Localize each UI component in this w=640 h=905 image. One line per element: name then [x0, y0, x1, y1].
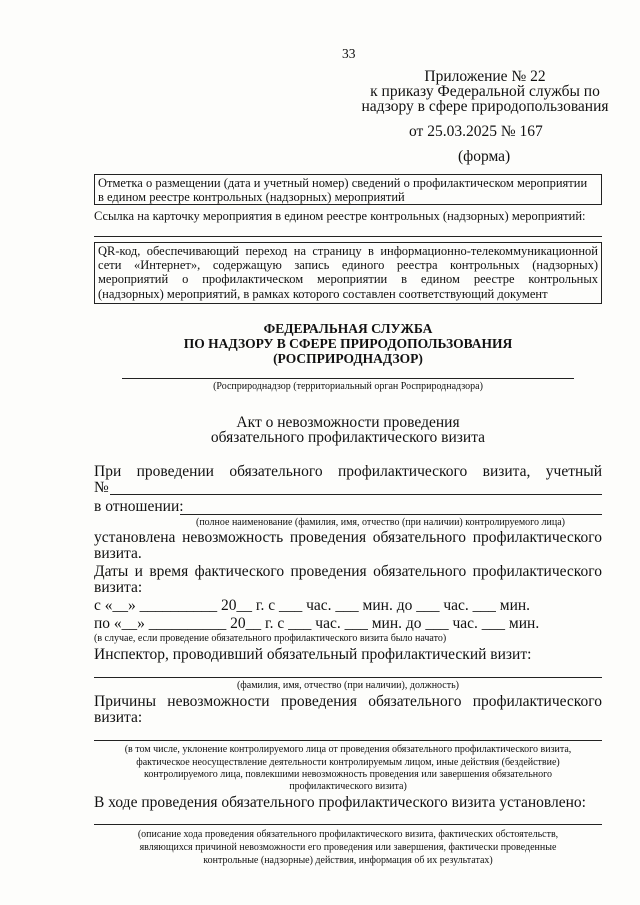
- appendix-line2: к приказу Федеральной службы по: [370, 83, 600, 100]
- agency-underline: [122, 378, 574, 379]
- p3-line1: Даты и время фактического проведения обязательного профилактического: [94, 563, 602, 580]
- reasons-caption2: фактическое неосуществление деятельности контролируемым лицом, иные действия (бездействие): [136, 757, 560, 768]
- reasons-field[interactable]: [94, 740, 602, 741]
- date-to-line[interactable]: по «__» __________ 20__ г. с ___ час. ___ мин. до ___ час. ___ мин.: [94, 615, 540, 632]
- established-caption3: контрольные (надзорные) действия, информация об их результатах): [203, 855, 493, 866]
- inspector-field[interactable]: [94, 677, 602, 678]
- appendix-line3: надзору в сфере природопользования: [361, 98, 609, 115]
- qr-line1: QR-код, обеспечивающий переход на страницу в информационно-телекоммуникационной: [98, 244, 598, 258]
- reasons-caption3: контролируемого лица, повлекшими невозможность проведения или завершения обязательного: [144, 769, 552, 780]
- agency-line3: (РОСПРИРОДНАДЗОР): [273, 351, 423, 366]
- p1-line1: При проведении обязательного профилактического визита, учетный: [94, 463, 602, 480]
- visit-number-field[interactable]: [110, 494, 602, 495]
- placement-line2: в едином реестре контрольных (надзорных) мероприятий: [98, 190, 405, 204]
- inspector-caption: (фамилия, имя, отчество (при наличии), должность): [236, 680, 460, 691]
- p1-caption: (полное наименование (фамилия, имя, отчество (при наличии) контролируемого лица): [196, 517, 565, 528]
- controlled-person-field[interactable]: [180, 514, 602, 515]
- reasons-caption4: профилактического визита): [289, 781, 407, 792]
- p2-line2: визита.: [94, 545, 142, 562]
- reasons-caption1: (в том числе, уклонение контролируемого лица от проведения обязательного профилактического визита,: [124, 744, 572, 755]
- established-caption2: являющихся причиной невозможности его проведения или завершения, фактически проведенные: [139, 842, 557, 853]
- registry-link-line: [94, 236, 602, 237]
- page-number: 33: [342, 46, 356, 61]
- date-from-line[interactable]: с «__» __________ 20__ г. с ___ час. ___ мин. до ___ час. ___ мин.: [94, 597, 531, 614]
- reasons-line2: визита:: [94, 709, 143, 726]
- agency-caption: (Росприроднадзор (территориальный орган Росприроднадзора): [213, 381, 483, 392]
- qr-box: [94, 242, 602, 304]
- act-title-line2: обязательного профилактического визита: [210, 429, 486, 446]
- agency-line2: ПО НАДЗОРУ В СФЕРЕ ПРИРОДОПОЛЬЗОВАНИЯ: [183, 336, 513, 351]
- act-title-line1: Акт о невозможности проведения: [236, 414, 460, 431]
- inspector-label: Инспектор, проводивший обязательный профилактический визит:: [94, 646, 532, 663]
- qr-line4: (надзорных) мероприятий, в рамках которого составлен соответствующий документ: [98, 287, 548, 301]
- reasons-line1: Причины невозможности проведения обязательного профилактического: [94, 693, 602, 710]
- p2-line1: установлена невозможность проведения обязательного профилактического: [94, 529, 602, 546]
- p1-regard-label: в отношении:: [94, 498, 184, 515]
- established-label: В ходе проведения обязательного профилактического визита установлено:: [94, 794, 586, 811]
- agency-line1: ФЕДЕРАЛЬНАЯ СЛУЖБА: [263, 321, 433, 336]
- form-label: (форма): [458, 148, 511, 165]
- established-caption1: (описание хода проведения обязательного профилактического визита, фактических обстоятельств,: [137, 829, 559, 840]
- placement-box: [94, 174, 602, 205]
- dates-caption: (в случае, если проведение обязательного профилактического визита было начато): [94, 633, 447, 644]
- appendix-date: от 25.03.2025 № 167: [409, 123, 543, 140]
- qr-line2: сети «Интернет», содержащую запись единого реестра контрольных (надзорных): [98, 258, 598, 272]
- qr-line3: мероприятий о профилактическом мероприятии в едином реестре контрольных: [98, 272, 598, 286]
- registry-link-label: Ссылка на карточку мероприятия в едином реестре контрольных (надзорных) мероприятий:: [94, 209, 586, 223]
- appendix-line1: Приложение № 22: [424, 68, 546, 85]
- placement-line1: Отметка о размещении (дата и учетный номер) сведений о профилактическом мероприятии: [98, 176, 588, 190]
- p3-line2: визита:: [94, 579, 143, 596]
- established-field[interactable]: [94, 824, 602, 825]
- p1-number-label: №: [94, 479, 109, 496]
